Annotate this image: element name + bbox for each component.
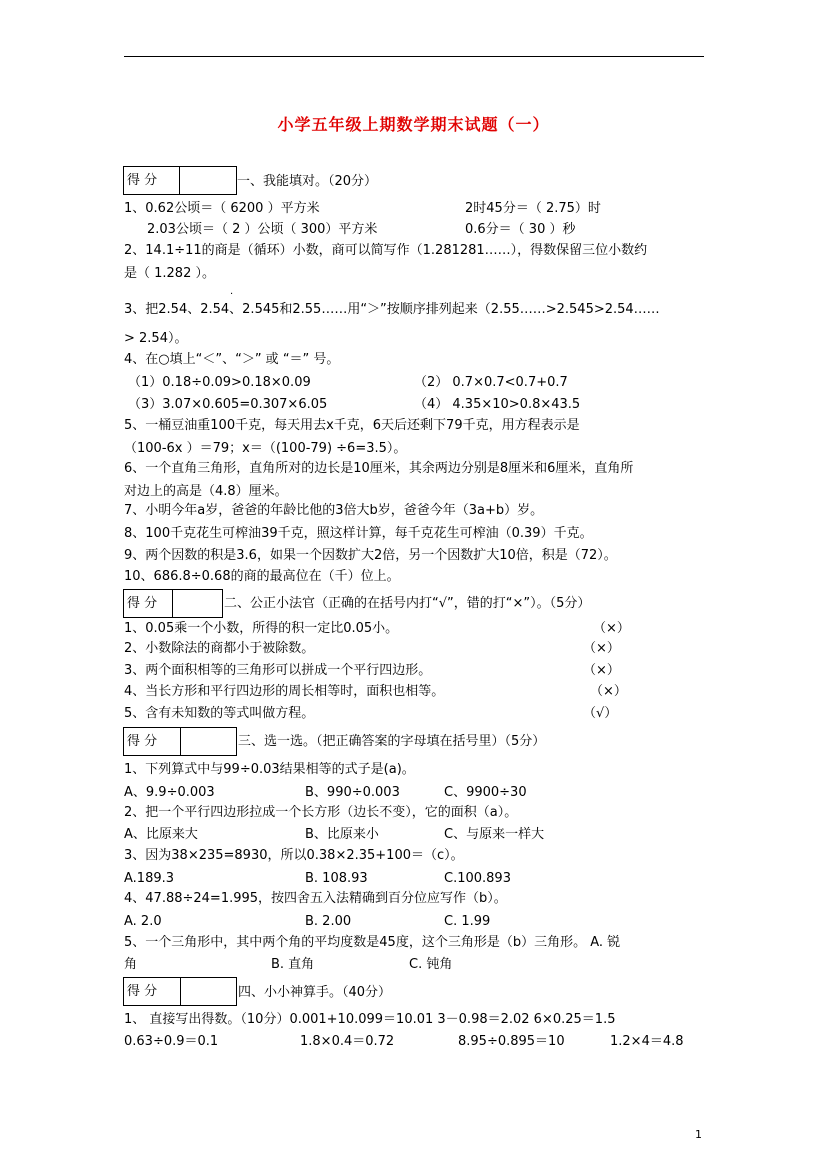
judge-answer: （×）	[590, 684, 627, 699]
score-blank	[181, 978, 236, 1005]
question-line: （3）3.07×0.605=0.307×6.05	[128, 397, 328, 412]
choice-option: B. 直角	[271, 957, 315, 972]
question-line: （4） 4.35×10>0.8×43.5	[414, 397, 581, 412]
question-line: 1、0.62公顷＝（ 6200 ）平方米	[124, 201, 320, 216]
question-line: 对边上的高是（4.8）厘米。	[124, 484, 288, 499]
choice-question: 5、一个三角形中，其中两个角的平均度数是45度，这个三角形是（b）三角形。 A. 锐	[124, 935, 621, 950]
judge-answer: （×）	[593, 621, 630, 636]
choice-option: C. 钝角	[409, 957, 453, 972]
score-box	[123, 166, 237, 195]
header-rule	[124, 56, 704, 57]
section-heading: 四、小小神算手。（40分）	[238, 985, 392, 1000]
question-line: 6、一个直角三角形，直角所对的边长是10厘米，其余两边分别是8厘米和6厘米，直角所	[124, 461, 634, 476]
choice-option: B、比原来小	[305, 827, 379, 842]
page-number: 1	[695, 1128, 702, 1141]
score-label: 得 分	[124, 978, 181, 1005]
score-label: 得 分	[124, 167, 180, 194]
score-blank	[180, 167, 236, 194]
question-line: 7、小明今年a岁，爸爸的年龄比他的3倍大b岁，爸爸今年（3a+b）岁。	[124, 503, 544, 518]
judge-answer: （√）	[583, 706, 618, 721]
judge-answer: （×）	[583, 663, 620, 678]
calc-line: 1、 直接写出得数。（10分）0.001+10.099＝10.01 3－0.98＝2.02 6×0.25＝1.5	[124, 1012, 616, 1027]
choice-question: 1、下列算式中与99÷0.03结果相等的式子是(a)。	[124, 762, 415, 777]
choice-option: B. 108.93	[305, 871, 368, 886]
question-line: 3、把2.54、2.54、2.545和2.55……用“＞”按顺序排列起来（2.55……>2.545>2.54……	[124, 302, 660, 317]
choice-option: C. 1.99	[444, 914, 491, 929]
judge-answer: （×）	[583, 641, 620, 656]
calc-item: 1.2×4＝4.8	[610, 1034, 684, 1049]
score-box	[123, 589, 223, 618]
question-line: 4、在○填上“＜”、“＞” 或 “＝” 号。	[124, 352, 340, 367]
page-title: 小学五年级上期数学期末试题（一）	[277, 115, 550, 134]
choice-option: A、9.9÷0.003	[124, 785, 215, 800]
question-line: （1）0.18÷0.09>0.18×0.09	[128, 375, 311, 390]
choice-option: 角	[124, 957, 138, 972]
question-line: 2、14.1÷11的商是（循环）小数，商可以简写作（1.281281……），得数保留三位小数约	[124, 243, 648, 258]
choice-option: B. 2.00	[305, 914, 352, 929]
question-line: 是（ 1.282 ）。	[124, 266, 215, 281]
choice-question: 4、47.88÷24=1.995，按四舍五入法精确到百分位应写作（b）。	[124, 891, 507, 906]
choice-option: C.100.893	[444, 871, 511, 886]
question-line: （100-6x ）＝79；x＝（(100-79) ÷6=3.5）。	[124, 441, 407, 456]
choice-question: 3、因为38×235=8930，所以0.38×2.35+100＝（c）。	[124, 848, 464, 863]
judge-item: 2、小数除法的商都小于被除数。	[124, 641, 315, 656]
judge-item: 5、含有未知数的等式叫做方程。	[124, 706, 315, 721]
choice-option: C、9900÷30	[444, 785, 527, 800]
score-box	[123, 727, 237, 756]
repeat-dot: ·	[230, 289, 234, 300]
choice-question: 2、把一个平行四边形拉成一个长方形（边长不变），它的面积（a）。	[124, 805, 518, 820]
choice-option: A. 2.0	[124, 914, 162, 929]
judge-item: 3、两个面积相等的三角形可以拼成一个平行四边形。	[124, 663, 432, 678]
choice-option: A、比原来大	[124, 827, 198, 842]
judge-item: 4、当长方形和平行四边形的周长相等时，面积也相等。	[124, 684, 445, 699]
judge-item: 1、0.05乘一个小数，所得的积一定比0.05小。	[124, 621, 399, 636]
question-line: 10、686.8÷0.68的商的最高位在（千）位上。	[124, 569, 400, 584]
section-heading: 一、我能填对。（20分）	[237, 174, 378, 189]
question-line: 8、100千克花生可榨油39千克，照这样计算，每千克花生可榨油（0.39）千克。	[124, 526, 593, 541]
score-blank	[173, 590, 222, 617]
calc-item: 8.95÷0.895＝10	[458, 1034, 565, 1049]
question-line: （2） 0.7×0.7<0.7+0.7	[414, 375, 568, 390]
section-heading: 三、选一选。（把正确答案的字母填在括号里）（5分）	[238, 734, 546, 749]
section-heading: 二、公正小法官（正确的在括号内打“√”，错的打“×”）。（5分）	[224, 596, 591, 611]
score-blank	[181, 728, 236, 755]
question-line: 2时45分＝（ 2.75）时	[465, 201, 601, 216]
choice-option: B、990÷0.003	[305, 785, 400, 800]
question-line: 9、两个因数的积是3.6，如果一个因数扩大2倍，另一个因数扩大10倍，积是（72）。	[124, 548, 617, 563]
question-line: 0.6分＝（ 30 ）秒	[465, 222, 576, 237]
choice-option: A.189.3	[124, 871, 175, 886]
calc-item: 0.63÷0.9＝0.1	[124, 1034, 219, 1049]
score-label: 得 分	[124, 590, 173, 617]
choice-option: C、与原来一样大	[444, 827, 545, 842]
score-label: 得 分	[124, 728, 181, 755]
question-line: > 2.54）。	[124, 331, 188, 346]
question-line: 5、一桶豆油重100千克，每天用去x千克，6天后还剩下79千克，用方程表示是	[124, 418, 580, 433]
calc-item: 1.8×0.4＝0.72	[300, 1034, 395, 1049]
question-line: 2.03公顷＝（ 2 ）公顷（ 300）平方米	[147, 222, 378, 237]
score-box	[123, 977, 237, 1006]
